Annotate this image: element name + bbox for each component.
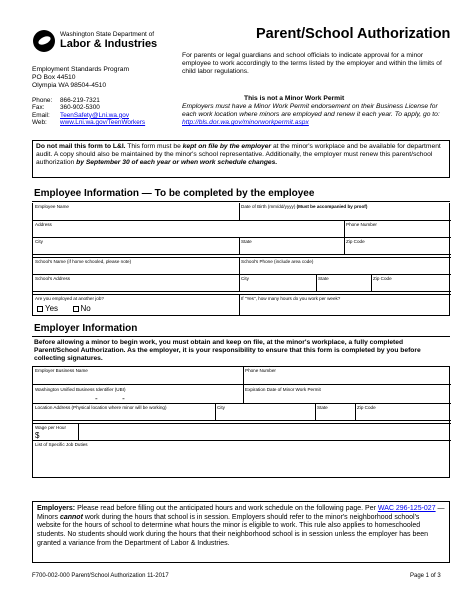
divider bbox=[33, 254, 451, 255]
another-job-label: Are you employed at another job? bbox=[35, 296, 104, 301]
po-box: PO Box 44510 bbox=[32, 74, 76, 82]
yes-checkbox[interactable] bbox=[37, 306, 43, 312]
city-line: Olympia WA 98504-4510 bbox=[32, 82, 107, 90]
notice-heading: This is not a Minor Work Permit bbox=[244, 95, 345, 102]
agency-logo-icon bbox=[33, 30, 55, 52]
divider bbox=[371, 274, 372, 291]
phone-field[interactable]: Phone Number bbox=[346, 222, 377, 227]
divider bbox=[33, 274, 451, 275]
divider bbox=[239, 237, 240, 254]
another-job-options bbox=[37, 304, 91, 313]
permit-expiration-field[interactable]: Expiration Date of Minor Work Permit bbox=[245, 387, 321, 392]
permit-link[interactable]: http://bls.dor.wa.gov/minorworkpermit.aspx bbox=[182, 119, 309, 127]
employer-city-field[interactable]: City bbox=[217, 405, 225, 410]
notice-body: Employers must have a Minor Work Permit endorsement on their Business License for each work location where minors are employed and renew it each year. To apply, go to: http://bls.dor.wa.gov/minorworkpermit.aspx bbox=[182, 103, 440, 127]
employer-phone-field[interactable]: Phone Number bbox=[245, 368, 276, 373]
employee-section-title: Employee Information — To be completed by the employee bbox=[34, 188, 315, 199]
school-city-field[interactable]: City bbox=[241, 276, 249, 281]
job-duties-field[interactable]: List of Specific Job Duties bbox=[35, 442, 88, 447]
contact-fax: Fax: 360-902-5300 bbox=[32, 104, 100, 112]
business-name-field[interactable]: Employer Business Name bbox=[35, 368, 88, 373]
form-title: Parent/School Authorization bbox=[256, 26, 451, 42]
school-address-field[interactable]: School's Address bbox=[35, 276, 71, 281]
employee-name-field[interactable]: Employee Name bbox=[35, 204, 69, 209]
agency-name-line1: Washington State Department of bbox=[60, 31, 155, 38]
divider bbox=[243, 367, 244, 384]
contact-email: Email: TeenSafety@Lni.wa.gov bbox=[32, 111, 130, 119]
employer-form bbox=[32, 366, 450, 478]
program-name: Employment Standards Program bbox=[32, 66, 130, 73]
divider bbox=[33, 291, 451, 292]
wage-field[interactable]: Wage per Hour bbox=[35, 425, 66, 430]
contact-block bbox=[32, 66, 172, 127]
divider bbox=[344, 237, 345, 254]
mail-notice-box: Do not mail this form to L&I. This form must be kept on file by the employer at the minor's workplace and be available for department audit. A copy should also be maintained by the minor's school representative. Additionally, the employer must renew this parent/school authorization by September 30 of each year or when work schedule changes. bbox=[32, 140, 450, 178]
employee-form bbox=[32, 203, 450, 316]
dollar-sign: $ bbox=[35, 431, 40, 440]
divider bbox=[215, 403, 216, 420]
divider bbox=[243, 384, 244, 403]
divider bbox=[33, 420, 451, 421]
wac-link[interactable]: WAC 296-125-027 bbox=[377, 505, 436, 512]
divider bbox=[33, 257, 451, 258]
address-field[interactable]: Address bbox=[35, 222, 52, 227]
email-link[interactable]: TeenSafety@Lni.wa.gov bbox=[60, 111, 130, 119]
divider bbox=[239, 203, 240, 220]
state-field[interactable]: State bbox=[241, 239, 252, 244]
ubi-field[interactable]: Washington Unified Business Identifier (UBI) bbox=[35, 387, 126, 392]
divider bbox=[33, 384, 451, 385]
hours-week-field[interactable]: If "Yes", how many hours do you work per week? bbox=[241, 296, 341, 301]
page-number: Page 1 of 3 bbox=[410, 573, 441, 579]
form-id: F700-002-000 Parent/School Authorization 11-2017 bbox=[32, 573, 169, 579]
divider bbox=[316, 274, 317, 291]
agency-name-line2: Labor & Industries bbox=[60, 38, 158, 50]
divider bbox=[78, 423, 79, 440]
yes-label: Yes bbox=[45, 304, 59, 313]
intro-text: For parents or legal guardians and school officials to indicate approval for a minor employee to work accordingly to the terms listed by the employer and within the limits of child labor regulations. bbox=[182, 52, 442, 76]
dob-field[interactable]: Date of Birth (mm/dd/yyyy) (Must be accompanied by proof) bbox=[241, 204, 368, 209]
contact-phone: Phone: 866-219-7321 bbox=[32, 96, 100, 104]
web-link[interactable]: www.Lni.wa.gov/TeenWorkers bbox=[60, 119, 146, 127]
employer-state-field[interactable]: State bbox=[317, 405, 328, 410]
divider bbox=[33, 220, 451, 221]
city-field[interactable]: City bbox=[35, 239, 43, 244]
employee-rule bbox=[32, 201, 450, 202]
divider bbox=[355, 403, 356, 420]
no-checkbox[interactable] bbox=[73, 306, 79, 312]
divider bbox=[33, 237, 451, 238]
location-address-field[interactable]: Location Address (Physical location where minor will be working) bbox=[35, 405, 167, 410]
ubi-dashes: - - bbox=[95, 394, 125, 403]
divider bbox=[344, 220, 345, 237]
employer-section-title: Employer Information bbox=[34, 323, 138, 334]
no-label: No bbox=[80, 304, 91, 313]
employer-notice: Before allowing a minor to begin work, you must obtain and keep on file, at the minor's workplace, a fully completed Parent/School Authorization. As the employer, it is your responsibility to ensure that this form is completed by you before collecting signatures. bbox=[34, 339, 421, 363]
school-phone-field[interactable]: School's Phone (include area code) bbox=[241, 259, 314, 264]
divider bbox=[33, 294, 451, 295]
divider bbox=[33, 440, 451, 441]
school-state-field[interactable]: State bbox=[318, 276, 329, 281]
divider bbox=[239, 257, 240, 274]
school-name-field[interactable]: School's Name (if home schooled, please note) bbox=[35, 259, 132, 264]
employer-rule bbox=[32, 336, 450, 337]
employers-notice-box: Employers: Please read before filling out the anticipated hours and work schedule on the following page. Per WAC 296-125-027 — Minors cannot work during the hours that school is in session. Employers should refer to the minor's neighborhood school's website for the hours of school to determine what hours the minor is eligible to work. This rule also applies to homeschooled students. No students should work during the hours that their neighborhood school is in session unless the employer has been granted a variance from the Department of Labor & Industries. bbox=[32, 501, 450, 563]
employer-zip-field[interactable]: Zip Code bbox=[357, 405, 376, 410]
divider bbox=[239, 274, 240, 291]
divider bbox=[33, 423, 451, 424]
school-zip-field[interactable]: Zip Code bbox=[373, 276, 392, 281]
divider bbox=[239, 294, 240, 316]
zip-field[interactable]: Zip Code bbox=[346, 239, 365, 244]
contact-web: Web: www.Lni.wa.gov/TeenWorkers bbox=[32, 119, 146, 127]
divider bbox=[33, 403, 451, 404]
divider bbox=[315, 403, 316, 420]
